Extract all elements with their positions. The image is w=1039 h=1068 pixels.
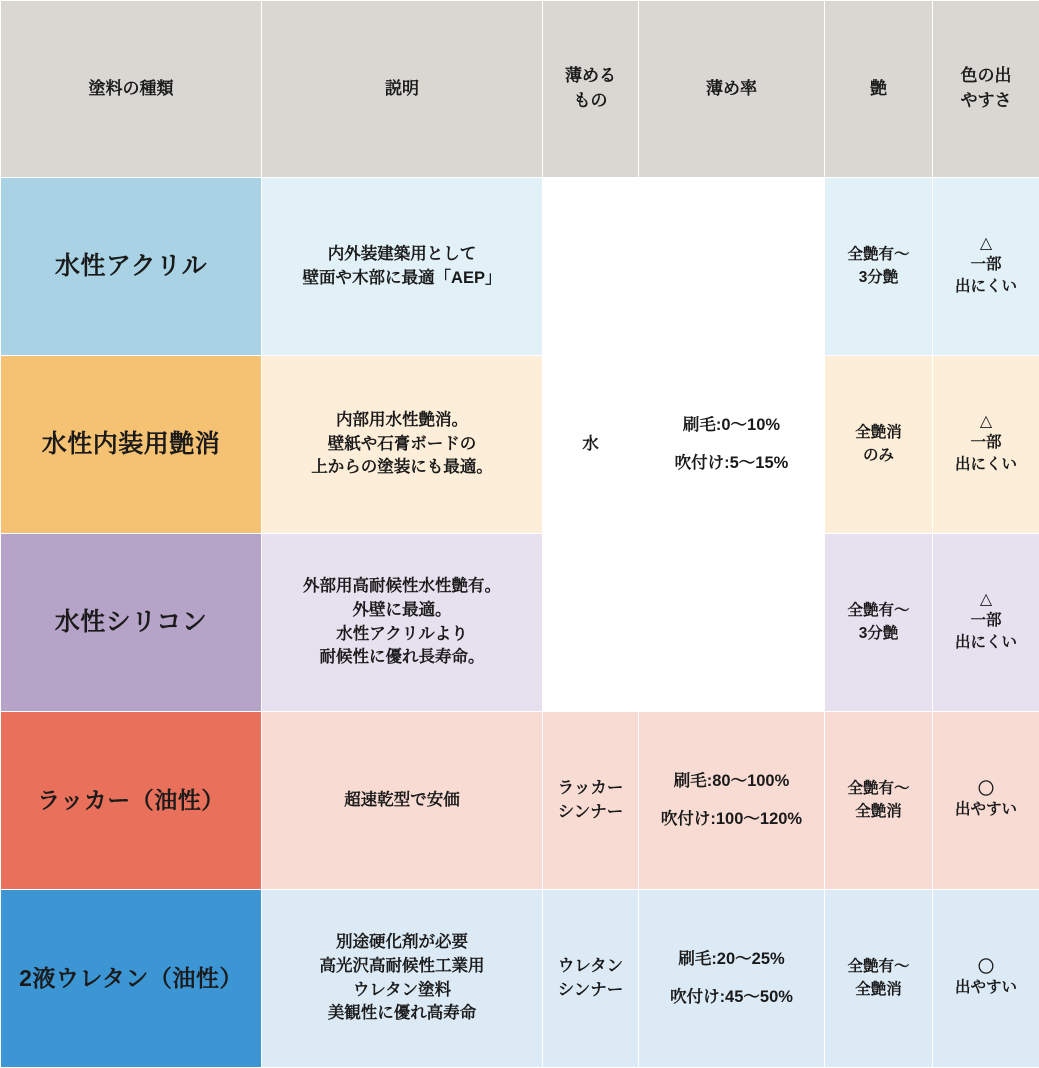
header-paint-type-line-1: 塗料の種類 — [5, 77, 257, 102]
cell-description — [262, 178, 543, 356]
cell-color-ease — [933, 178, 1039, 356]
gloss-line-2: 全艶消 — [829, 979, 928, 1001]
dilution-rate-spacer — [643, 794, 820, 808]
description-line-2: 高光沢高耐候性工業用 — [266, 955, 538, 979]
dilution-rate-spacer — [643, 972, 820, 986]
cell-gloss — [825, 712, 933, 890]
gloss-line-1: 全艶有〜 — [829, 778, 928, 800]
table-row — [1, 356, 1039, 534]
table-body — [1, 178, 1039, 1068]
thinner-line-1: ウレタン — [547, 955, 634, 979]
header-color-ease-line-1: 色の出 — [937, 64, 1035, 89]
gloss-line-1: 全艶有〜 — [829, 600, 928, 622]
cell-paint-name — [1, 712, 262, 890]
table-row — [1, 712, 1039, 890]
paint-name-label: 水性シリコン — [5, 604, 257, 640]
dilution-rate-spray: 吹付け:5〜15% — [643, 452, 820, 476]
table-row — [1, 178, 1039, 356]
gloss-line-2: 全艶消 — [829, 801, 928, 823]
dilution-rate-spray: 吹付け:45〜50% — [643, 986, 820, 1010]
dilution-rate-spray: 吹付け:100〜120% — [643, 808, 820, 832]
cell-dilution-rate — [639, 890, 825, 1068]
dilution-rate-brush: 刷毛:80〜100% — [643, 770, 820, 794]
cell-gloss — [825, 356, 933, 534]
header-paint-type — [1, 1, 262, 178]
header-dilution-rate — [639, 1, 825, 178]
cell-description — [262, 356, 543, 534]
gloss-line-2: 3分艶 — [829, 267, 928, 289]
header-color-ease-line-2: やすさ — [937, 89, 1035, 114]
cell-thinner — [543, 712, 639, 890]
table-row — [1, 890, 1039, 1068]
cell-description — [262, 890, 543, 1068]
color-ease-line-1: 一部 — [937, 610, 1035, 632]
cell-dilution-rate-water — [639, 178, 825, 712]
dilution-rate-brush: 刷毛:20〜25% — [643, 948, 820, 972]
color-ease-line-2: 出にくい — [937, 632, 1035, 654]
header-color-ease — [933, 1, 1039, 178]
description-line-1: 内部用水性艶消。 — [266, 409, 538, 433]
paint-name-label: ラッカー（油性） — [5, 784, 257, 817]
header-thinner-line-1: 薄める — [547, 64, 634, 89]
cell-description — [262, 534, 543, 712]
header-dilution-rate-line-1: 薄め率 — [643, 77, 820, 102]
cell-thinner-water — [543, 178, 639, 712]
cell-gloss — [825, 890, 933, 1068]
color-ease-mark: 〇 — [937, 780, 1035, 799]
header-gloss — [825, 1, 933, 178]
dilution-rate-spacer — [643, 438, 820, 452]
table-row — [1, 534, 1039, 712]
cell-gloss — [825, 534, 933, 712]
cell-thinner — [543, 890, 639, 1068]
description-line-2: 外壁に最適。 — [266, 599, 538, 623]
header-thinner — [543, 1, 639, 178]
gloss-line-1: 全艶有〜 — [829, 956, 928, 978]
description-line-1: 内外装建築用として — [266, 243, 538, 267]
header-description-line-1: 説明 — [266, 77, 538, 102]
thinner-line-2: シンナー — [547, 979, 634, 1003]
cell-color-ease — [933, 712, 1039, 890]
cell-paint-name — [1, 890, 262, 1068]
thinner-water-label: 水 — [547, 433, 634, 457]
description-line-3: 水性アクリルより — [266, 623, 538, 647]
color-ease-line-1: 出やすい — [937, 977, 1035, 999]
paint-name-label: 水性アクリル — [5, 248, 257, 284]
table-header — [1, 1, 1039, 178]
description-line-3: 上からの塗装にも最適。 — [266, 456, 538, 480]
color-ease-mark: △ — [937, 590, 1035, 609]
color-ease-line-2: 出にくい — [937, 454, 1035, 476]
color-ease-mark: △ — [937, 234, 1035, 253]
color-ease-mark: △ — [937, 412, 1035, 431]
cell-color-ease — [933, 890, 1039, 1068]
cell-gloss — [825, 178, 933, 356]
cell-paint-name — [1, 534, 262, 712]
color-ease-line-1: 出やすい — [937, 799, 1035, 821]
color-ease-mark: 〇 — [937, 958, 1035, 977]
description-line-4: 耐候性に優れ長寿命。 — [266, 646, 538, 670]
cell-dilution-rate — [639, 712, 825, 890]
cell-description — [262, 712, 543, 890]
table-header-row — [1, 1, 1039, 178]
description-line-1: 超速乾型で安価 — [266, 789, 538, 813]
header-thinner-line-2: もの — [547, 89, 634, 114]
description-line-3: ウレタン塗料 — [266, 979, 538, 1003]
gloss-line-1: 全艶消 — [829, 422, 928, 444]
header-description — [262, 1, 543, 178]
cell-paint-name — [1, 178, 262, 356]
description-line-1: 別途硬化剤が必要 — [266, 931, 538, 955]
description-line-4: 美観性に優れ高寿命 — [266, 1002, 538, 1026]
cell-color-ease — [933, 356, 1039, 534]
color-ease-line-1: 一部 — [937, 432, 1035, 454]
thinner-line-1: ラッカー — [547, 777, 634, 801]
paint-name-label: 2液ウレタン（油性） — [5, 962, 257, 995]
gloss-line-2: 3分艶 — [829, 623, 928, 645]
cell-color-ease — [933, 534, 1039, 712]
dilution-rate-brush: 刷毛:0〜10% — [643, 414, 820, 438]
color-ease-line-2: 出にくい — [937, 276, 1035, 298]
paint-name-label: 水性内装用艶消 — [5, 426, 257, 462]
description-line-1: 外部用高耐候性水性艶有。 — [266, 575, 538, 599]
description-line-2: 壁紙や石膏ボードの — [266, 433, 538, 457]
cell-paint-name — [1, 356, 262, 534]
description-line-2: 壁面や木部に最適「AEP」 — [266, 267, 538, 291]
gloss-line-1: 全艶有〜 — [829, 244, 928, 266]
gloss-line-2: のみ — [829, 445, 928, 467]
header-gloss-line-1: 艶 — [829, 77, 928, 102]
color-ease-line-1: 一部 — [937, 254, 1035, 276]
thinner-line-2: シンナー — [547, 801, 634, 825]
